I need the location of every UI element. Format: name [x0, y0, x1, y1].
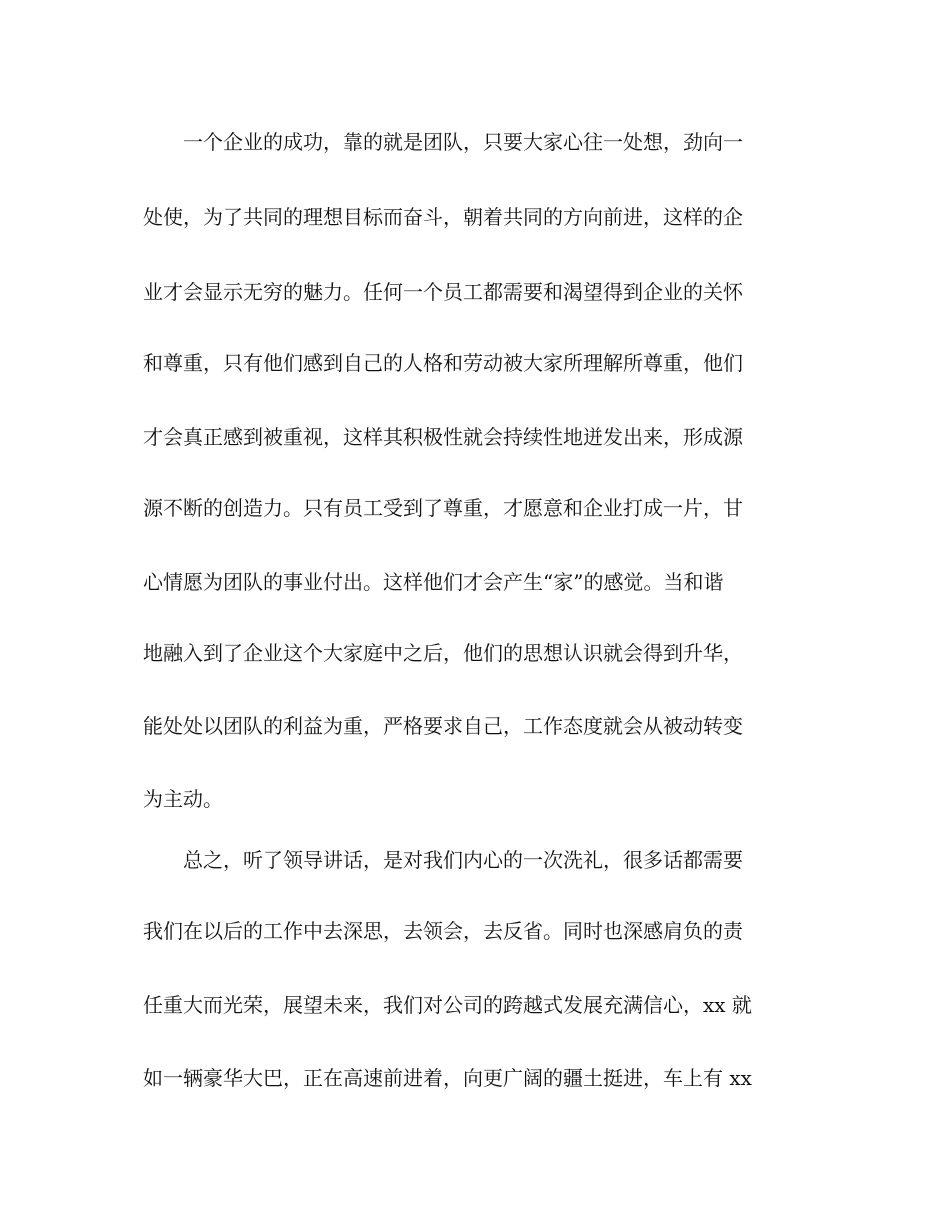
paragraph-1-line-5: 才会真正感到被重视，这样其积极性就会持续性地迸发出来，形成源 — [143, 425, 743, 449]
paragraph-2-line-2: 我们在以后的工作中去深思，去领会，去反省。同时也深感肩负的责 — [143, 919, 743, 943]
paragraph-1-line-3: 业才会显示无穷的魅力。任何一个员工都需要和渴望得到企业的关怀 — [143, 280, 743, 304]
paragraph-2-line-3: 任重大而光荣，展望未来，我们对公司的跨越式发展充满信心，xx 就 — [143, 993, 752, 1017]
paragraph-1-line-1: 一个企业的成功，靠的就是团队，只要大家心往一处想，劲向一 — [143, 130, 743, 154]
paragraph-1-line-6: 源不断的创造力。只有员工受到了尊重，才愿意和企业打成一片，甘 — [143, 496, 743, 520]
paragraph-1-line-10: 为主动。 — [143, 787, 223, 811]
paragraph-1-line-4: 和尊重，只有他们感到自己的人格和劳动被大家所理解所尊重，他们 — [143, 351, 743, 375]
paragraph-2-line-4: 如一辆豪华大巴，正在高速前进着，向更广阔的疆土挺进，车上有 xx — [143, 1066, 752, 1090]
paragraph-1-line-7: 心情愿为团队的事业付出。这样他们才会产生“家”的感觉。当和谐 — [143, 570, 724, 594]
paragraph-2-line-1: 总之，听了领导讲话，是对我们内心的一次洗礼，很多话都需要 — [143, 848, 743, 872]
paragraph-1-line-2: 处使，为了共同的理想目标而奋斗，朝着共同的方向前进，这样的企 — [143, 205, 743, 229]
paragraph-1-line-8: 地融入到了企业这个大家庭中之后，他们的思想认识就会得到升华， — [143, 641, 743, 665]
paragraph-1-line-9: 能处处以团队的利益为重，严格要求自己，工作态度就会从被动转变 — [143, 714, 743, 738]
